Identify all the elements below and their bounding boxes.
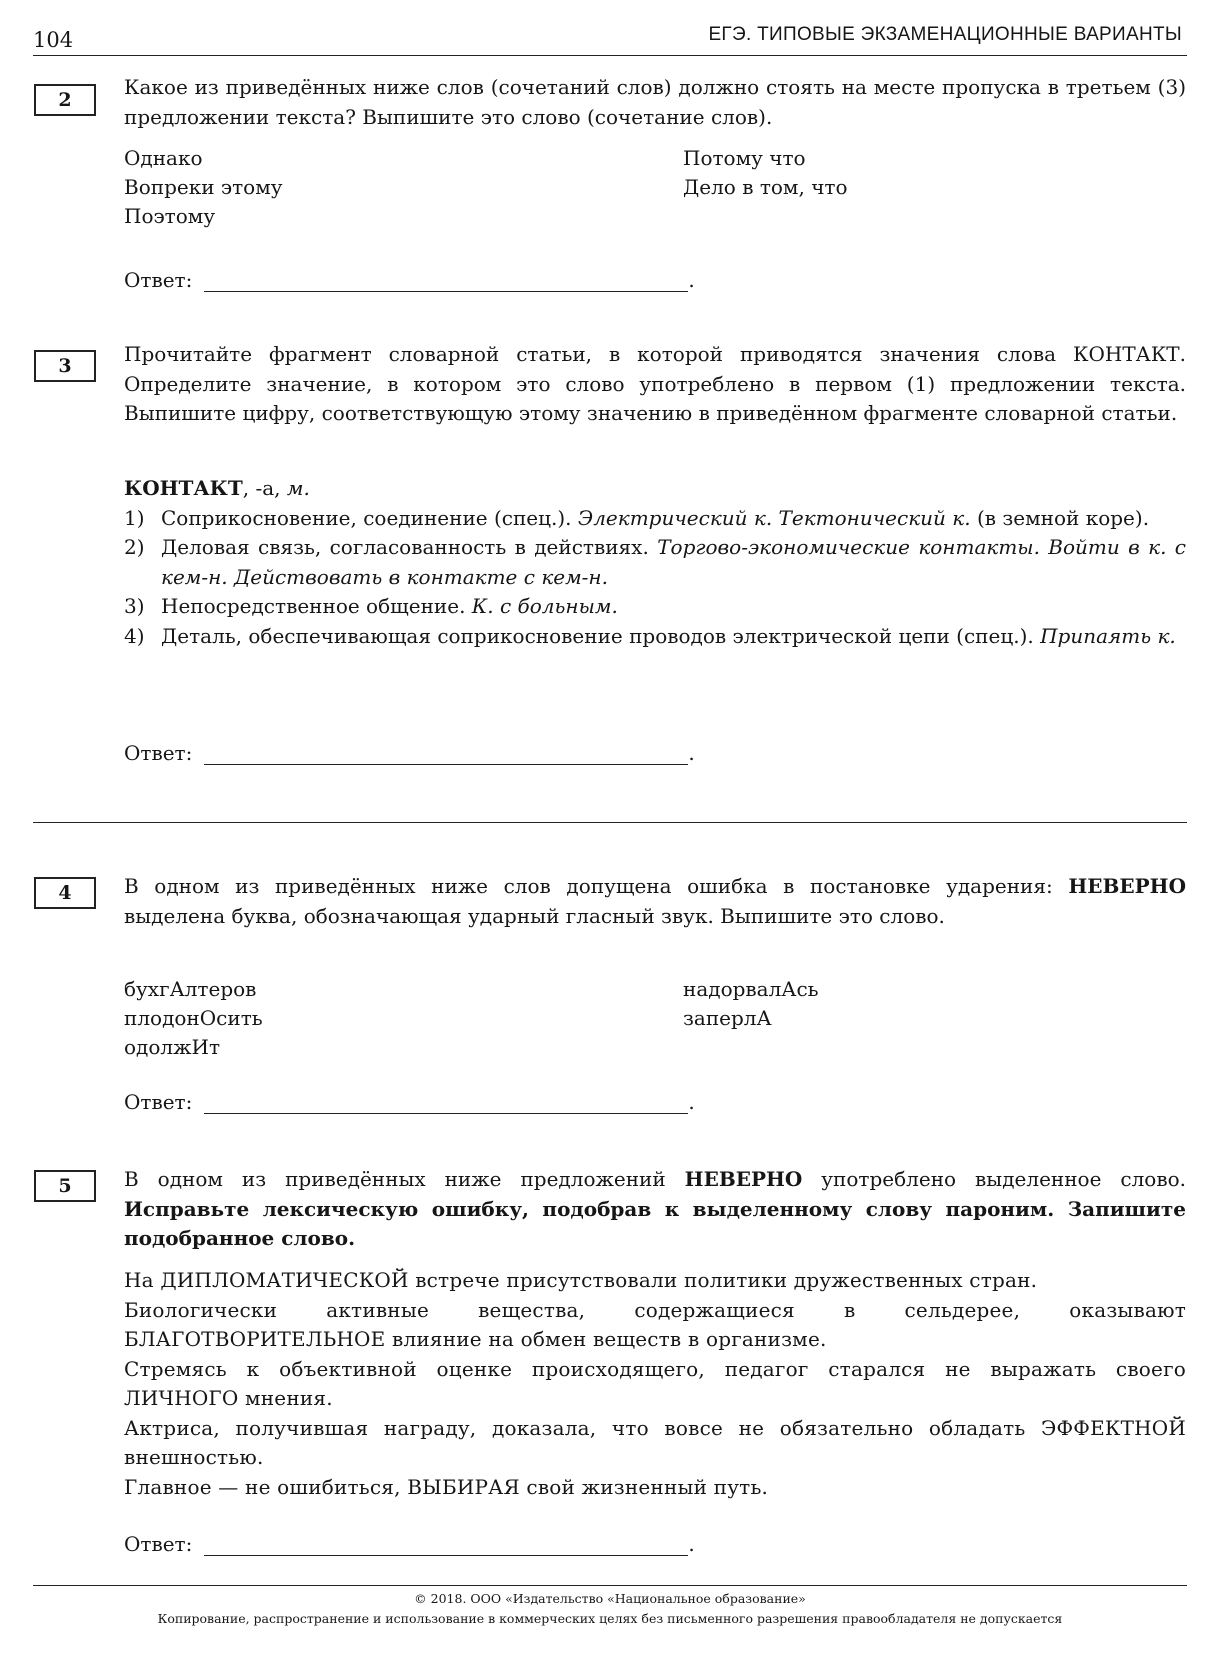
sense-definition: Деталь, обеспечивающая соприкосновение проводов электрической цепи (спец.). [161, 623, 1034, 648]
task-5-sentences [124, 1266, 1186, 1502]
sense-tail: (в земной коре). [976, 505, 1150, 530]
task-3-number-box: 3 [34, 350, 96, 382]
prompt-text: выделена буква, обозначающая ударный гласный звук. Выпишите это слово. [124, 903, 945, 928]
dictionary-sense-2 [124, 533, 1186, 592]
headword-gender: м. [286, 476, 310, 500]
task-3-prompt: Прочитайте фрагмент словарной статьи, в которой приводятся значения слова КОНТАКТ. Определите значение, в котором это слово употреблено в первом (1) предложении текста. Выпишите цифру, соответствующую этому значению в приведённом фрагменте словарной статьи. [124, 342, 1186, 425]
sense-example: К. с больным. [471, 594, 618, 618]
answer-line[interactable] [204, 1533, 688, 1556]
task-4-option: надорвалАсь [683, 977, 819, 1001]
task-2-option: Однако [124, 146, 203, 170]
dictionary-sense-4 [124, 622, 1186, 652]
task-5-prompt [124, 1165, 1186, 1254]
task-3-answer-field[interactable]: Ответ: . [124, 741, 695, 765]
task-2-number-box: 2 [34, 84, 96, 116]
sense-definition: Соприкосновение, соединение (спец.). [161, 505, 572, 530]
footer-copyright: © 2018. ООО «Издательство «Национальное образование» [414, 1591, 806, 1606]
task-5-sentence: На ДИПЛОМАТИЧЕСКОЙ встрече присутствовали политики дружественных стран. [124, 1268, 1038, 1292]
task-2-option: Потому что [683, 146, 806, 170]
task-5-sentence: Стремясь к объективной оценке происходящего, педагог старался не выражать своего ЛИЧНОГО мнения. [124, 1356, 1186, 1410]
task-4-option: заперлА [683, 1006, 772, 1030]
task-2-option: Поэтому [124, 204, 216, 228]
answer-line[interactable] [204, 269, 688, 292]
sense-number: 3) [124, 594, 145, 618]
prompt-text: употреблено выделенное слово. [802, 1167, 1186, 1191]
task-4-option: плодонОсить [124, 1006, 263, 1030]
task-5-answer-field[interactable]: Ответ: . [124, 1532, 695, 1556]
answer-line[interactable] [204, 1091, 688, 1114]
task-2-option: Дело в том, что [683, 175, 848, 199]
task-5-sentence: Биологически активные вещества, содержащиеся в сельдерее, оказывают БЛАГОТВОРИТЕЛЬНОЕ влияние на обмен веществ в организме. [124, 1297, 1186, 1351]
task-4-option: бухгАлтеров [124, 977, 257, 1001]
task-2-option: Вопреки этому [124, 175, 283, 199]
answer-label: Ответ: [124, 1090, 193, 1114]
answer-line[interactable] [204, 742, 688, 765]
answer-label: Ответ: [124, 268, 193, 292]
running-head: ЕГЭ. ТИПОВЫЕ ЭКЗАМЕНАЦИОННЫЕ ВАРИАНТЫ [708, 24, 1182, 45]
task-4-option: одолжИт [124, 1035, 221, 1059]
task-4-answer-field[interactable]: Ответ: . [124, 1090, 695, 1114]
dictionary-sense-1 [124, 504, 1186, 534]
answer-label: Ответ: [124, 741, 193, 765]
sense-number: 2) [124, 535, 145, 559]
sense-example: Электрический к. Тектонический к. [577, 505, 971, 530]
dictionary-sense-3 [124, 592, 1186, 622]
task-5-sentence: Главное — не ошибиться, ВЫБИРАЯ свой жизненный путь. [124, 1474, 769, 1499]
dictionary-headword: КОНТАКТ [124, 476, 243, 500]
task-5-number-box: 5 [34, 1170, 96, 1202]
prompt-text: В одном из приведённых ниже предложений [124, 1167, 685, 1191]
header-rule [33, 55, 1187, 56]
prompt-text: В одном из приведённых ниже слов допущена ошибка в постановке ударения: [124, 874, 1069, 898]
task-2-prompt: Какое из приведённых ниже слов (сочетаний слов) должно стоять на месте пропуска в третьем (3) предложении текста? Выпишите это слово (сочетание слов). [124, 75, 1186, 129]
prompt-instruction: Исправьте лексическую ошибку, подобрав к выделенному слову пароним. Запишите подобранное слово. [124, 1196, 1186, 1250]
sense-example: Торгово-экономические контакты. Войти в к. с кем-н. Действовать в контакте с кем-н. [161, 535, 1186, 589]
task-5-sentence: Актриса, получившая награду, доказала, что вовсе не обязательно обладать ЭФФЕКТНОЙ внешностью. [124, 1415, 1186, 1469]
footer-notice: Копирование, распространение и использование в коммерческих целях без письменного разрешения правообладателя не допускается [157, 1611, 1063, 1626]
answer-label: Ответ: [124, 1532, 193, 1556]
task-4-number-box: 4 [34, 877, 96, 909]
section-divider [33, 822, 1187, 823]
sense-number: 4) [124, 623, 145, 648]
dictionary-entry [124, 474, 1186, 651]
task-4-prompt [124, 872, 1186, 931]
dictionary-headword-line [124, 474, 1186, 504]
sense-definition: Непосредственное общение. [161, 594, 466, 618]
sense-example: Припаять к. [1040, 623, 1176, 648]
page-number: 104 [33, 28, 74, 52]
task-2-answer-field[interactable]: Ответ: . [124, 268, 695, 292]
headword-form: , -а, [242, 476, 287, 500]
footer-rule [33, 1585, 1187, 1586]
prompt-emphasis: НЕВЕРНО [1068, 874, 1186, 898]
sense-definition: Деловая связь, согласованность в действиях. [161, 535, 649, 559]
prompt-emphasis: НЕВЕРНО [684, 1167, 803, 1191]
sense-number: 1) [124, 505, 145, 530]
